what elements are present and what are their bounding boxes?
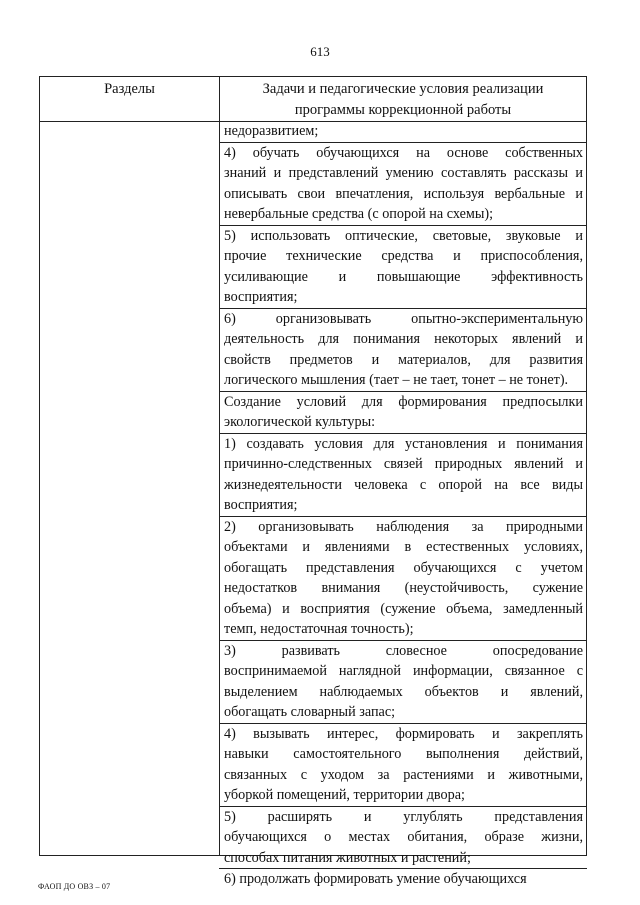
text-line: логического мышления (тает – не тает, тонет – не тонет). bbox=[224, 372, 569, 388]
text-line: недоразвитием; bbox=[224, 123, 319, 139]
header-sections: Разделы bbox=[104, 81, 155, 97]
text-line: причинно-следственных связей природных явлений и bbox=[224, 456, 583, 472]
text-line: Создание условий для формирования предпосылки bbox=[224, 393, 583, 410]
text-line: выделением наблюдаемых объектов и явлений, bbox=[224, 683, 583, 700]
text-line: деятельность для понимания некоторых явлений и bbox=[224, 331, 583, 347]
text-line: недостатков внимания (неустойчивость, сужение bbox=[224, 580, 583, 596]
text-line: обогащать представления обучающихся с учетом bbox=[224, 559, 583, 576]
text-line: усиливающие и повышающие эффективность bbox=[224, 268, 583, 285]
text-line: свойств предметов и материалов, для развития bbox=[224, 351, 583, 368]
text-line: темп, недостаточная точность); bbox=[224, 621, 414, 637]
text-line: восприятия; bbox=[224, 289, 298, 305]
table-header-row bbox=[40, 77, 586, 122]
text-line: прочие технические средства и приспособления, bbox=[224, 248, 583, 264]
text-line: воспринимаемой наглядной информации, связанное с bbox=[224, 663, 583, 679]
page-number: 613 bbox=[310, 44, 330, 59]
text-line: 6) организовывать опытно-экспериментальную bbox=[224, 310, 583, 327]
text-line: 6) продолжать формировать умение обучающихся bbox=[224, 871, 527, 887]
text-line: 4) вызывать интерес, формировать и закреплять bbox=[224, 725, 583, 742]
text-line: 3) развивать словесное опосредование bbox=[224, 642, 583, 659]
table-content-cell bbox=[224, 121, 583, 890]
text-line: 2) организовывать наблюдения за природными bbox=[224, 518, 583, 535]
text-line: знаний и представлений умению составлять рассказы и bbox=[224, 165, 583, 181]
column-divider bbox=[219, 77, 220, 855]
text-line: уборкой помещений, территории двора; bbox=[224, 787, 465, 803]
text-line: восприятия; bbox=[224, 497, 298, 513]
header-tasks bbox=[220, 79, 586, 121]
text-line: 4) обучать обучающихся на основе собственных bbox=[224, 144, 583, 161]
text-line: невербальные средства (с опорой на схемы); bbox=[224, 206, 494, 222]
text-line: экологической культуры: bbox=[224, 414, 376, 430]
text-line: связанных с уходом за растениями и животными, bbox=[224, 766, 583, 783]
text-line: объектами и явлениями в естественных условиях, bbox=[224, 539, 583, 555]
header-tasks-line-2: программы коррекционной работы bbox=[294, 102, 512, 118]
text-line: навыки самостоятельного выполнения действий, bbox=[224, 746, 583, 762]
text-line: способах питания животных и растений; bbox=[224, 849, 471, 866]
text-line: жизнедеятельности человека с опорой на все виды bbox=[224, 476, 583, 493]
text-line: 5) использовать оптические, световые, звуковые и bbox=[224, 227, 583, 244]
text-line: 5) расширять и углублять представления bbox=[224, 808, 583, 825]
header-tasks-line-1: Задачи и педагогические условия реализации bbox=[262, 81, 544, 97]
text-line: объема) и восприятия (сужение объема, замедленный bbox=[224, 600, 583, 617]
text-line: обучающихся о местах обитания, образе жизни, bbox=[224, 829, 583, 845]
footer-code: ФАОП ДО ОВЗ – 07 bbox=[38, 882, 111, 891]
text-line: описывать свои впечатления, используя вербальные и bbox=[224, 185, 583, 202]
text-line: 1) создавать условия для установления и понимания bbox=[224, 435, 583, 452]
text-line: обогащать словарный запас; bbox=[224, 704, 396, 720]
